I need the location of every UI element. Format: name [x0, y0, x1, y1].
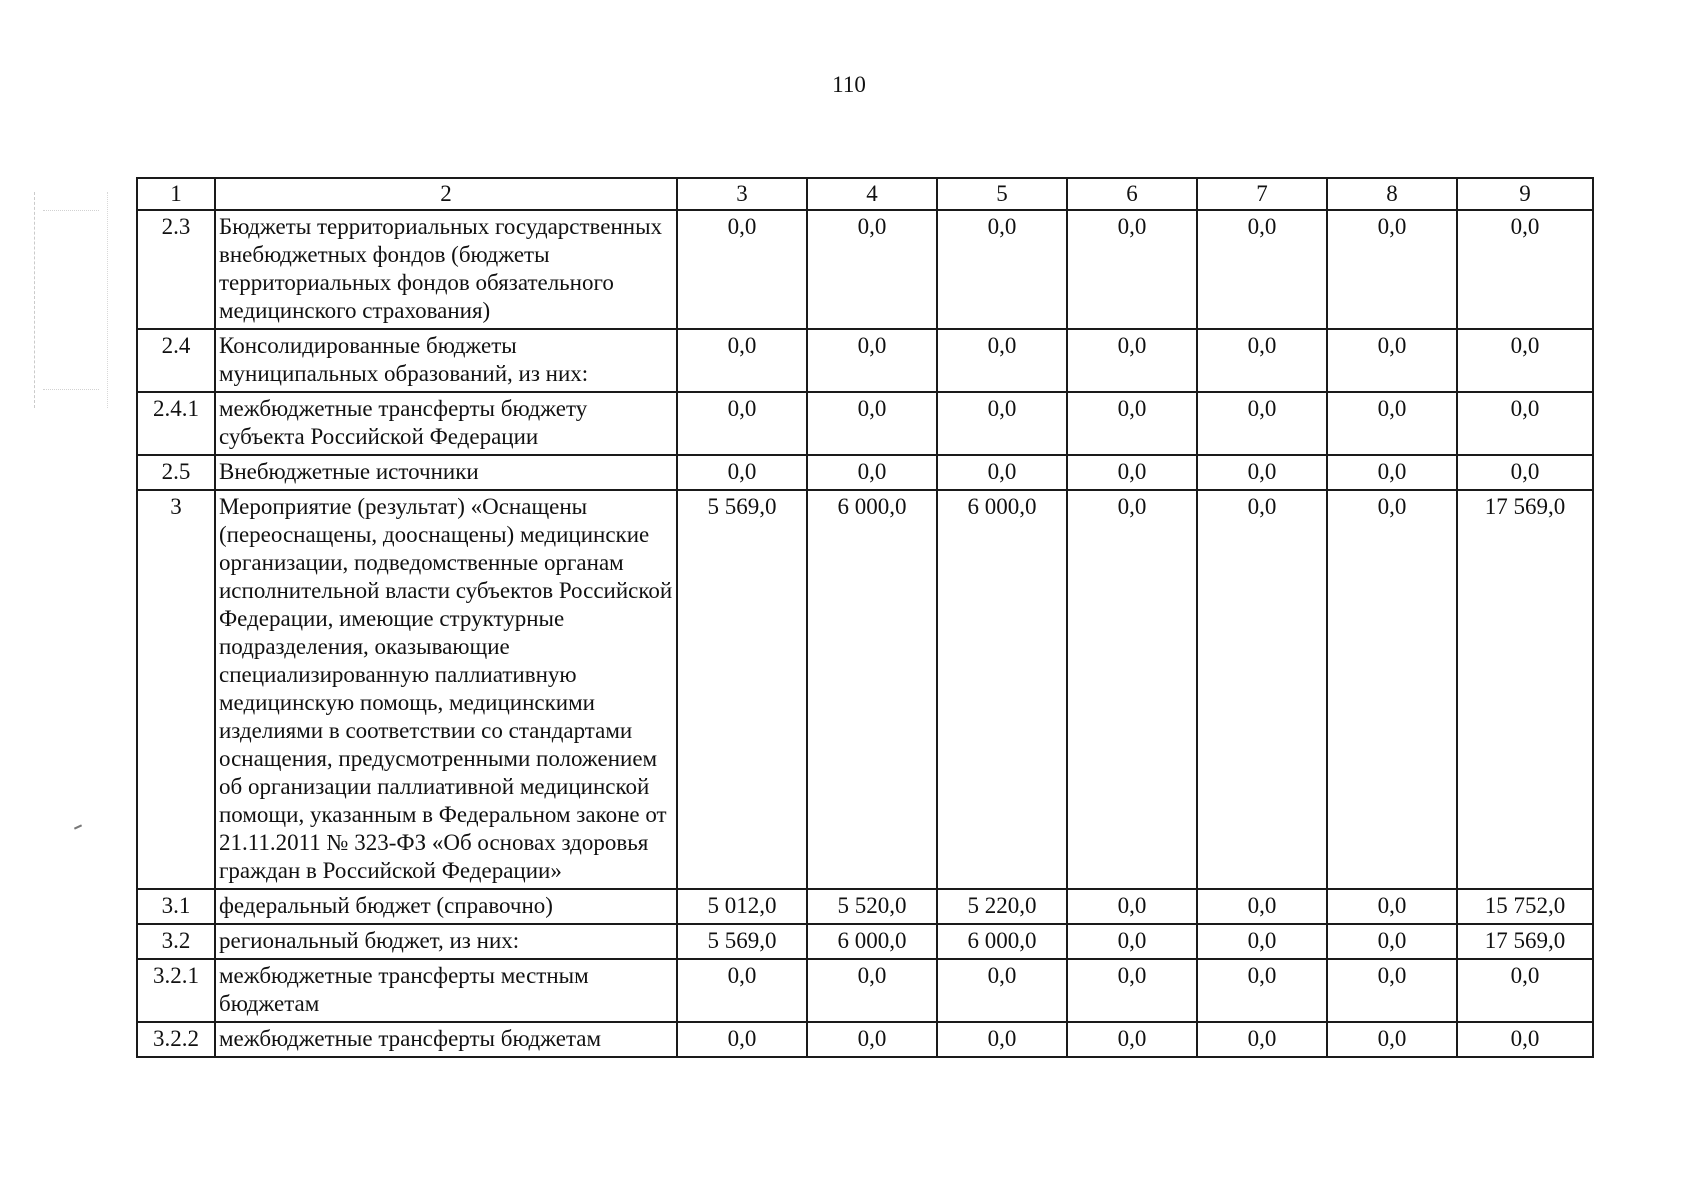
row-value: 0,0	[1197, 329, 1327, 392]
row-value: 0,0	[807, 455, 937, 490]
header-cell: 9	[1457, 178, 1593, 210]
row-total: 0,0	[1457, 455, 1593, 490]
table-row	[137, 210, 1593, 329]
table-row	[137, 329, 1593, 392]
row-value: 0,0	[1327, 490, 1457, 889]
row-value: 0,0	[1327, 455, 1457, 490]
row-value: 0,0	[1197, 959, 1327, 1022]
row-value: 0,0	[1197, 210, 1327, 329]
table-row	[137, 889, 1593, 924]
row-total: 0,0	[1457, 329, 1593, 392]
row-code: 3	[137, 490, 215, 889]
row-value: 5 569,0	[677, 490, 807, 889]
row-value: 5 012,0	[677, 889, 807, 924]
row-total: 0,0	[1457, 210, 1593, 329]
row-total: 0,0	[1457, 1022, 1593, 1057]
row-total: 0,0	[1457, 959, 1593, 1022]
row-total: 15 752,0	[1457, 889, 1593, 924]
row-value: 0,0	[807, 959, 937, 1022]
table-row	[137, 1022, 1593, 1057]
row-value: 0,0	[1327, 889, 1457, 924]
row-value: 0,0	[1197, 924, 1327, 959]
row-value: 0,0	[1067, 455, 1197, 490]
header-cell: 8	[1327, 178, 1457, 210]
row-code: 3.1	[137, 889, 215, 924]
row-value: 0,0	[807, 210, 937, 329]
row-code: 2.3	[137, 210, 215, 329]
row-value: 6 000,0	[937, 924, 1067, 959]
row-value: 0,0	[1197, 1022, 1327, 1057]
row-value: 0,0	[807, 392, 937, 455]
row-code: 3.2	[137, 924, 215, 959]
row-value: 0,0	[937, 455, 1067, 490]
row-value: 6 000,0	[807, 924, 937, 959]
header-cell: 5	[937, 178, 1067, 210]
row-value: 0,0	[1067, 924, 1197, 959]
row-code: 3.2.2	[137, 1022, 215, 1057]
row-value: 5 220,0	[937, 889, 1067, 924]
row-name: межбюджетные трансферты бюджету субъекта Российской Федерации	[215, 392, 677, 455]
row-name: Внебюджетные источники	[215, 455, 677, 490]
row-value: 0,0	[1327, 329, 1457, 392]
row-value: 6 000,0	[937, 490, 1067, 889]
row-value: 0,0	[937, 1022, 1067, 1057]
table-row	[137, 924, 1593, 959]
row-value: 0,0	[1067, 490, 1197, 889]
row-value: 0,0	[937, 329, 1067, 392]
row-value: 0,0	[1067, 392, 1197, 455]
row-value: 5 520,0	[807, 889, 937, 924]
row-value: 0,0	[937, 210, 1067, 329]
row-code: 2.4	[137, 329, 215, 392]
row-value: 6 000,0	[807, 490, 937, 889]
row-name: федеральный бюджет (справочно)	[215, 889, 677, 924]
row-value: 0,0	[937, 392, 1067, 455]
row-total: 0,0	[1457, 392, 1593, 455]
row-value: 0,0	[677, 455, 807, 490]
row-code: 2.4.1	[137, 392, 215, 455]
row-value: 0,0	[677, 392, 807, 455]
row-name: межбюджетные трансферты бюджетам	[215, 1022, 677, 1057]
row-value: 0,0	[937, 959, 1067, 1022]
budget-table	[136, 177, 1594, 1058]
row-value: 0,0	[1197, 490, 1327, 889]
table-row	[137, 490, 1593, 889]
scan-artifact	[34, 192, 108, 408]
header-cell: 1	[137, 178, 215, 210]
row-value: 0,0	[677, 210, 807, 329]
row-value: 0,0	[807, 329, 937, 392]
row-value: 0,0	[1327, 1022, 1457, 1057]
row-total: 17 569,0	[1457, 490, 1593, 889]
row-name: межбюджетные трансферты местным бюджетам	[215, 959, 677, 1022]
header-cell: 4	[807, 178, 937, 210]
page-number: 110	[832, 72, 866, 97]
row-name: Бюджеты территориальных государственных внебюджетных фондов (бюджеты территориальных фондов обязательного медицинского страхования)	[215, 210, 677, 329]
row-value: 0,0	[677, 959, 807, 1022]
row-name: региональный бюджет, из них:	[215, 924, 677, 959]
scan-artifact-dash	[74, 824, 82, 829]
table-row	[137, 392, 1593, 455]
row-value: 0,0	[1067, 889, 1197, 924]
row-value: 0,0	[1067, 959, 1197, 1022]
row-value: 0,0	[1327, 210, 1457, 329]
row-value: 0,0	[1327, 924, 1457, 959]
table-header-row	[137, 178, 1593, 210]
row-value: 0,0	[1197, 455, 1327, 490]
table-row	[137, 455, 1593, 490]
row-value: 0,0	[1327, 392, 1457, 455]
row-value: 0,0	[1067, 1022, 1197, 1057]
row-value: 0,0	[677, 1022, 807, 1057]
table-row	[137, 959, 1593, 1022]
header-cell: 7	[1197, 178, 1327, 210]
row-value: 0,0	[1067, 210, 1197, 329]
row-code: 2.5	[137, 455, 215, 490]
row-value: 5 569,0	[677, 924, 807, 959]
row-total: 17 569,0	[1457, 924, 1593, 959]
row-name: Консолидированные бюджеты муниципальных образований, из них:	[215, 329, 677, 392]
header-cell: 3	[677, 178, 807, 210]
header-cell: 6	[1067, 178, 1197, 210]
row-value: 0,0	[1327, 959, 1457, 1022]
header-cell: 2	[215, 178, 677, 210]
row-value: 0,0	[1197, 392, 1327, 455]
row-code: 3.2.1	[137, 959, 215, 1022]
row-name: Мероприятие (результат) «Оснащены (переоснащены, дооснащены) медицинские организации, подведомственные органам исполнительной власти субъектов Российской Федерации, имеющие структурные подразделения, оказывающие специализированную паллиативную медицинскую помощь, медицинскими изделиями в соответствии со стандартами оснащения, предусмотренными положением об организации паллиативной медицинской помощи, указанным в Федеральном законе от 21.11.2011 № 323-ФЗ «Об основах здоровья граждан в Российской Федерации»	[215, 490, 677, 889]
row-value: 0,0	[807, 1022, 937, 1057]
row-value: 0,0	[1067, 329, 1197, 392]
row-value: 0,0	[677, 329, 807, 392]
row-value: 0,0	[1197, 889, 1327, 924]
